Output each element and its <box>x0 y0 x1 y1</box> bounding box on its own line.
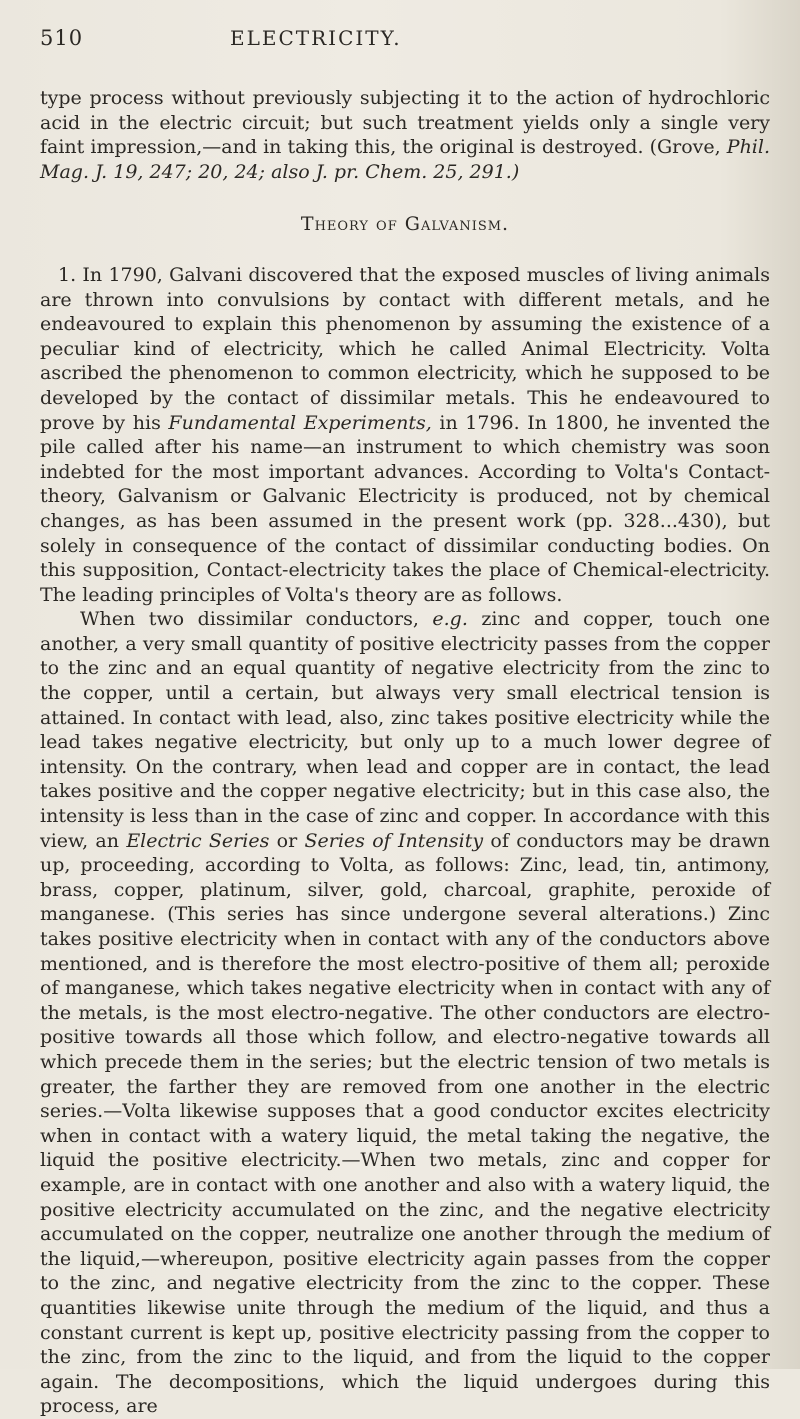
intro-text: type process without previously subjecting it to the action of hydrochloric acid in the electric circuit; but such treatment yields only a single very faint impression,—and in taking this, the original is destroyed. (Grove, <box>40 87 770 159</box>
paragraph-galvani <box>40 263 770 607</box>
paragraph-contact-theory <box>40 607 770 1419</box>
page-header <box>40 26 770 66</box>
italic-term: Electric Series <box>126 829 270 852</box>
paragraph-text: in 1796. In 1800, he invented the pile called after his name—an instrument to which chemistry was soon indebted for the most important advances. According to Volta's Contact-theory, Galvanism or Galvanic Electricity is produced, not by chemical changes, as has been assumed in the present work (pp. 328...430), but solely in consequence of the contact of dissimilar conducting bodies. On this supposition, Contact-electricity takes the place of Chemical-electricity. The leading principles of Volta's theory are as follows. <box>40 411 770 606</box>
intro-citation: Phil. Mag. J. 19, 247; 20, 24; also J. pr. Chem. 25, 291.) <box>40 136 770 183</box>
italic-term: Fundamental Experiments, <box>168 411 432 434</box>
paragraph-text: When two dissimilar conductors, <box>80 608 433 631</box>
running-head: ELECTRICITY. <box>230 26 402 50</box>
intro-paragraph <box>40 86 770 184</box>
paragraph-text: of conductors may be drawn up, proceeding, according to Volta, as follows: Zinc, lead, tin, antimony, brass, copper, platinum, silver, gold, charcoal, graphite, peroxide of manganese. (This series has since undergone several alterations.) Zinc takes positive electricity when in contact with any of the conductors above mentioned, and is therefore the most electro-positive of them all; peroxide of manganese, which takes negative electricity when in contact with any of the metals, is the most electro-negative. The other conductors are electro-positive towards all those which follow, and electro-negative towards all which precede them in the series; but the electric tension of two metals is greater, the farther they are removed from one another in the electric series.—Volta likewise supposes that a good conductor excites electricity when in contact with a watery liquid, the metal taking the negative, the liquid the positive electricity.—When two metals, zinc and copper for example, are in contact with one another and also with a watery liquid, the positive electricity accumulated on the zinc, and the negative electricity accumulated on the copper, neutralize one another through the medium of the liquid,—whereupon, positive electricity again passes from the copper to the zinc, and negative electricity from the zinc to the copper. These quantities likewise unite through the medium of the liquid, and thus a constant current is kept up, positive electricity passing from the copper to the zinc, from the zinc to the liquid, and from the liquid to the copper again. The decompositions, which the liquid undergoes during this process, are <box>40 829 770 1418</box>
italic-term: Series of Intensity <box>304 829 484 852</box>
paragraph-text: or <box>269 829 305 852</box>
body-text <box>40 86 770 1419</box>
page-number: 510 <box>40 26 84 50</box>
paragraph-text: 1. In 1790, Galvani discovered that the exposed muscles of living animals are thrown into convulsions by contact with different metals, and he endeavoured to explain this phenomenon by assuming the existence of a peculiar kind of electricity, which he called Animal Electricity. Volta ascribed the phenomenon to common electricity, which he supposed to be developed by the contact of dissimilar metals. This he endeavoured to prove by his <box>40 263 770 434</box>
italic-term: e.g. <box>432 608 468 631</box>
section-title: Theory of Galvanism. <box>300 213 510 236</box>
paragraph-text: zinc and copper, touch one another, a very small quantity of positive electricity passes from the copper to the zinc and an equal quantity of negative electricity from the zinc to the copper, until a certain, but always very small electrical tension is attained. In contact with lead, also, zinc takes positive electricity while the lead takes negative electricity, but only up to a much lower degree of intensity. On the contrary, when lead and copper are in contact, the lead takes positive and the copper negative electricity; but in this case also, the intensity is less than in the case of zinc and copper. In accordance with this view, an <box>40 608 770 852</box>
